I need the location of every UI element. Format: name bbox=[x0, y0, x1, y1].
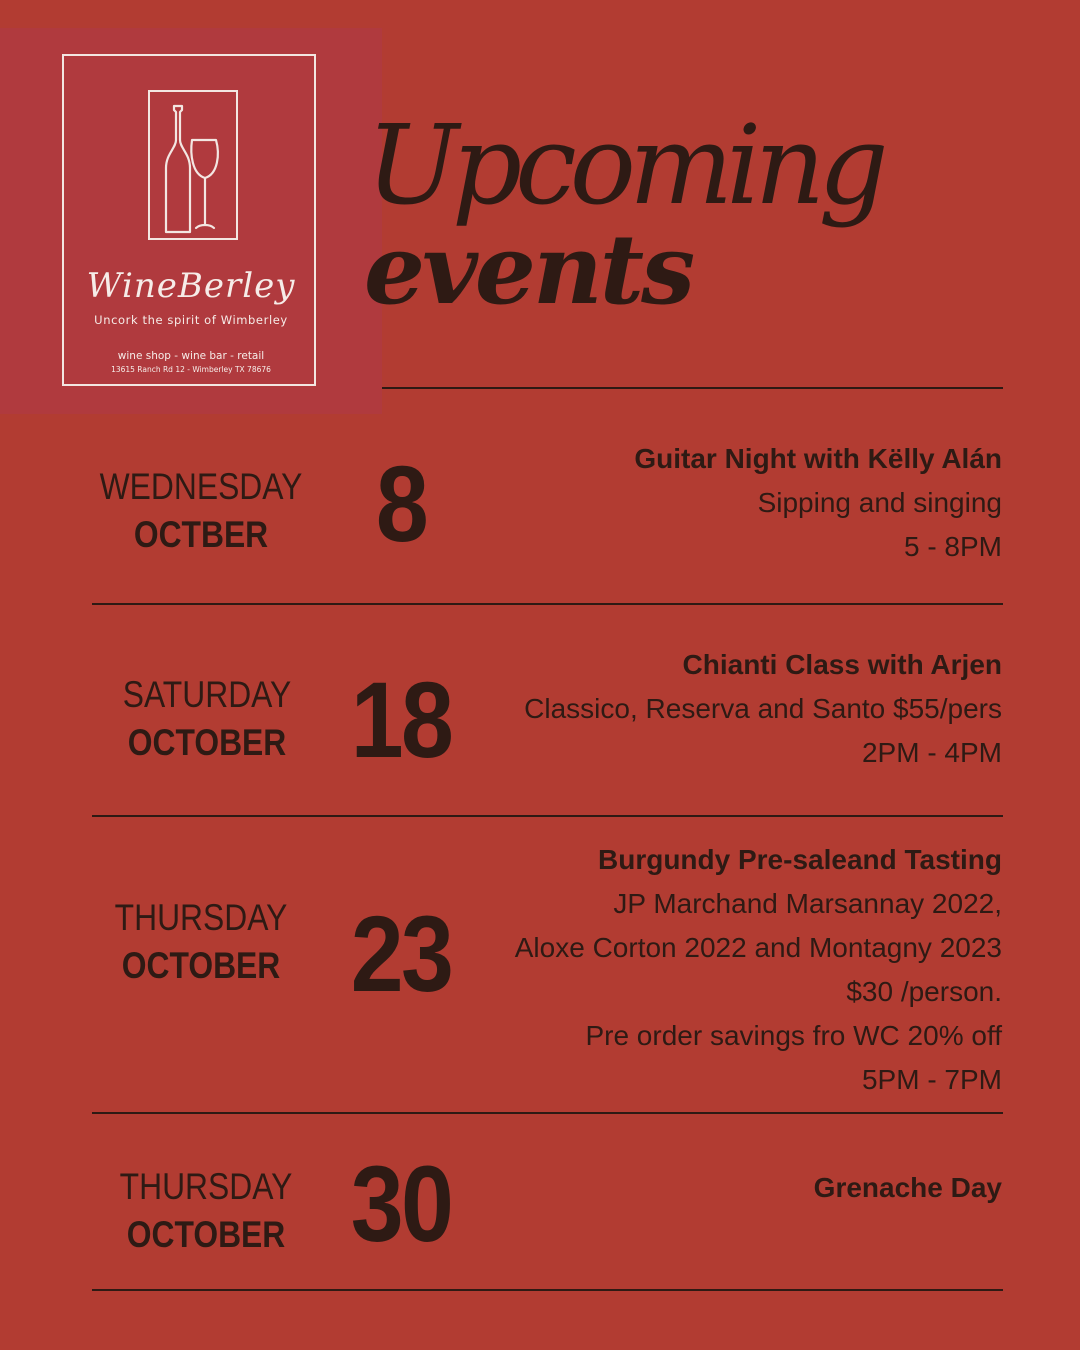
event-details bbox=[422, 1166, 1002, 1210]
event-details bbox=[422, 437, 1002, 569]
event-time: 5 - 8PM bbox=[903, 531, 1002, 562]
event-description-line: JP Marchand Marsannay 2022, bbox=[613, 888, 1002, 919]
divider bbox=[92, 603, 1003, 605]
logo-icon-frame bbox=[148, 90, 238, 240]
event-title: Burgundy Pre-saleand Tasting bbox=[598, 844, 1002, 875]
event-month: OCTOBER bbox=[127, 722, 287, 763]
wine-bottle-and-glass-icon bbox=[150, 92, 240, 242]
event-weekday: WEDNESDAY bbox=[99, 466, 303, 507]
divider bbox=[92, 815, 1003, 817]
event-weekday: THURSDAY bbox=[114, 897, 288, 938]
event-month: OCTBER bbox=[133, 514, 269, 555]
brand-tagline: Uncork the spirit of Wimberley bbox=[94, 313, 288, 327]
headline-upcoming: Upcoming bbox=[366, 101, 882, 229]
divider bbox=[92, 1289, 1003, 1291]
event-day-number: 30 bbox=[350, 1143, 452, 1264]
brand-name: WineBerley bbox=[86, 266, 296, 306]
event-title: Guitar Night with Këlly Alán bbox=[634, 443, 1002, 474]
shop-type: wine shop - wine bar - retail bbox=[117, 350, 265, 362]
event-title: Grenache Day bbox=[813, 1172, 1002, 1203]
event-details bbox=[422, 838, 1002, 1102]
event-description-line: Pre order savings fro WC 20% off bbox=[585, 1020, 1002, 1051]
logo-panel bbox=[0, 28, 382, 414]
event-weekday: THURSDAY bbox=[119, 1166, 293, 1207]
event-price: $30 /person. bbox=[846, 976, 1002, 1007]
event-description-line: Aloxe Corton 2022 and Montagny 2023 bbox=[514, 932, 1002, 963]
divider bbox=[92, 1112, 1003, 1114]
headline-events: events bbox=[364, 213, 693, 326]
event-description-line: Classico, Reserva and Santo $55/pers bbox=[524, 693, 1002, 724]
event-description-line: Sipping and singing bbox=[757, 487, 1002, 518]
event-weekday: SATURDAY bbox=[122, 674, 292, 715]
event-time: 2PM - 4PM bbox=[861, 737, 1002, 768]
event-month: OCTOBER bbox=[126, 1214, 286, 1255]
shop-address: 13615 Ranch Rd 12 - Wimberley TX 78676 bbox=[111, 365, 271, 374]
logo-frame bbox=[62, 54, 316, 386]
event-day-number: 8 bbox=[375, 443, 427, 564]
event-details bbox=[422, 643, 1002, 775]
divider bbox=[382, 387, 1003, 389]
event-day-number: 18 bbox=[350, 659, 452, 780]
event-time: 5PM - 7PM bbox=[861, 1064, 1002, 1095]
event-title: Chianti Class with Arjen bbox=[682, 649, 1002, 680]
event-month: OCTOBER bbox=[121, 945, 281, 986]
event-day-number: 23 bbox=[350, 893, 452, 1014]
